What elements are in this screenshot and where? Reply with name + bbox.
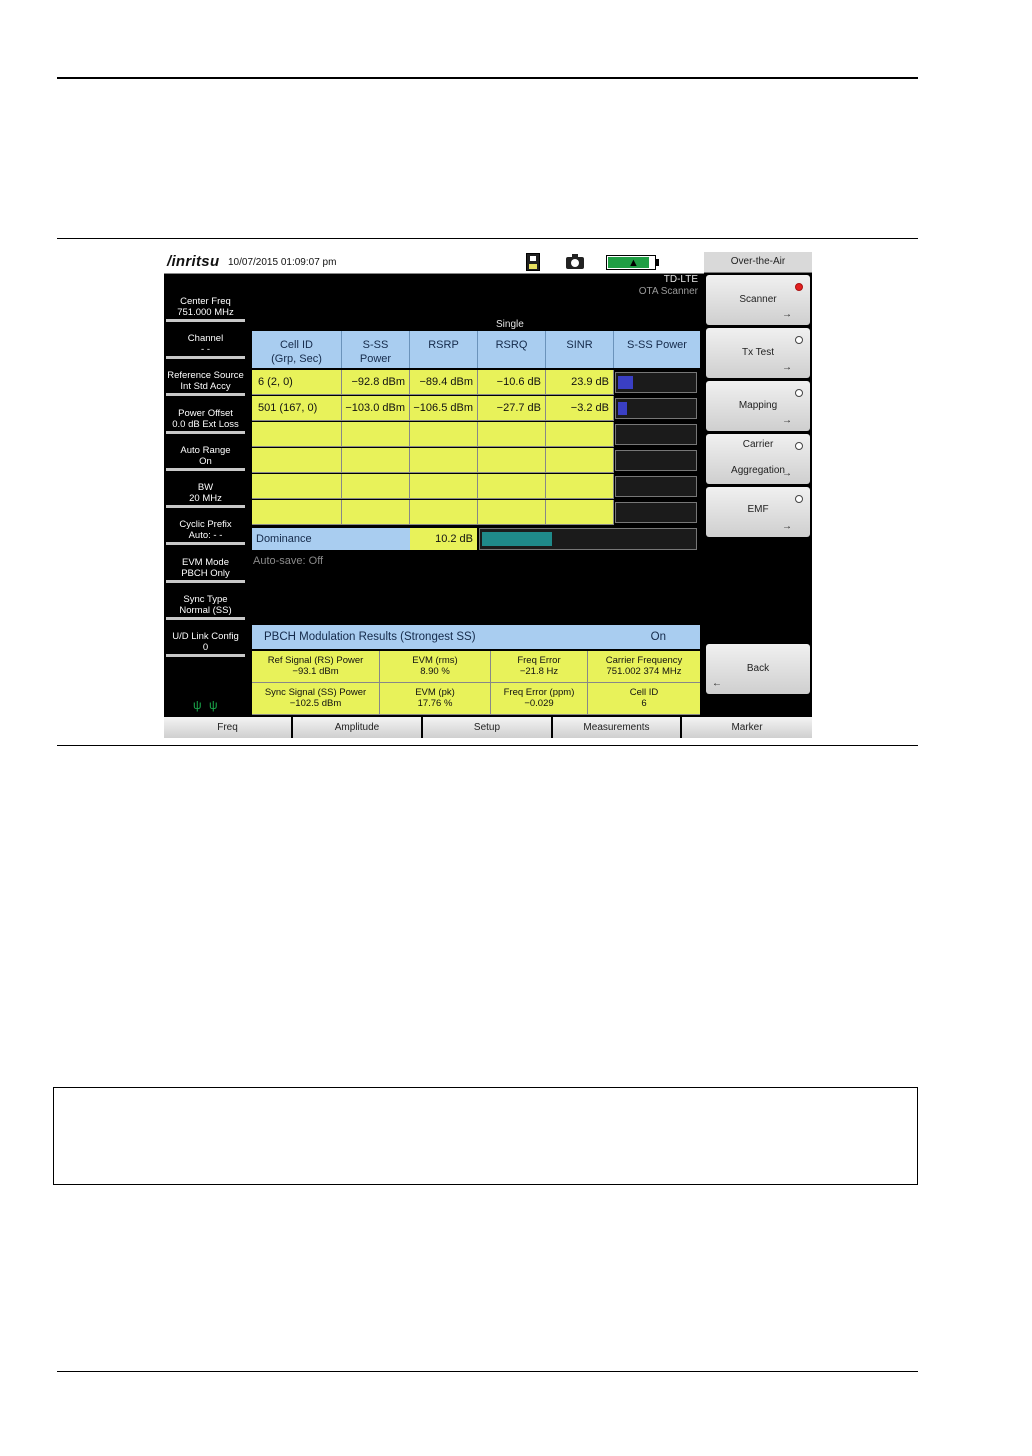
table-cell-empty-sss-power bbox=[342, 500, 410, 525]
param-evm-mode[interactable] bbox=[166, 557, 245, 583]
pbch-value: 751.002 374 MHz bbox=[606, 666, 682, 677]
header-line: Power bbox=[359, 353, 392, 365]
button-label: Scanner bbox=[739, 294, 777, 305]
table-cell-sinr: −3.2 dB bbox=[546, 396, 614, 421]
pbch-label: EVM (pk) bbox=[415, 687, 455, 698]
radio-icon bbox=[795, 442, 803, 450]
param-value: On bbox=[199, 456, 212, 467]
autosave-status: Auto-save: Off bbox=[253, 555, 324, 567]
table-cell-empty-sinr bbox=[546, 500, 614, 525]
table-cell-empty-rsrp bbox=[410, 500, 478, 525]
pbch-value: −0.029 bbox=[524, 698, 554, 709]
radio-icon bbox=[795, 495, 803, 503]
button-label: Tx Test bbox=[741, 347, 775, 358]
param-label: U/D Link Config bbox=[172, 631, 239, 642]
table-cell-cell-id: 501 (167, 0) bbox=[252, 396, 342, 421]
table-cell-sinr: 23.9 dB bbox=[546, 370, 614, 395]
pbch-value: 17.76 % bbox=[417, 698, 453, 709]
sss-power-bar-empty bbox=[615, 450, 697, 471]
pbch-value: 8.90 % bbox=[420, 666, 450, 677]
table-cell-empty-rsrp bbox=[410, 448, 478, 473]
param-value: 0 bbox=[202, 642, 209, 653]
save-icon[interactable] bbox=[526, 253, 540, 271]
radio-icon bbox=[795, 336, 803, 344]
header-line: SINR bbox=[566, 339, 593, 351]
arrow-right-icon: → bbox=[782, 309, 792, 320]
sss-power-bar-empty bbox=[615, 424, 697, 445]
page-footer-rule bbox=[57, 1371, 918, 1372]
param-value: 751.000 MHz bbox=[177, 307, 234, 318]
pbch-state: On bbox=[650, 631, 666, 643]
tab-setup[interactable]: Setup bbox=[423, 717, 553, 738]
instrument-screen bbox=[164, 252, 812, 738]
param-value: 0.0 dB Ext Loss bbox=[172, 419, 239, 430]
table-cell-empty-sss-power bbox=[342, 448, 410, 473]
pbch-label: Freq Error bbox=[517, 655, 561, 666]
table-cell-sss-power: −103.0 dBm bbox=[342, 396, 410, 421]
pbch-evm-pk bbox=[380, 683, 491, 715]
pbch-value: −102.5 dBm bbox=[289, 698, 342, 709]
arrow-right-icon: → bbox=[782, 521, 792, 532]
figure-top-rule bbox=[57, 238, 918, 239]
sweep-mode-label: Single bbox=[496, 319, 524, 330]
dominance-label: Dominance bbox=[252, 528, 410, 550]
tx-test-button[interactable] bbox=[706, 328, 810, 378]
param-label: Channel bbox=[187, 333, 224, 344]
param-value: - - bbox=[201, 344, 210, 355]
pbch-label: EVM (rms) bbox=[412, 655, 458, 666]
param-label: Sync Type bbox=[183, 594, 228, 605]
table-cell-rsrq: −10.6 dB bbox=[478, 370, 546, 395]
tab-measurements[interactable]: Measurements bbox=[553, 717, 682, 738]
pbch-value: −93.1 dBm bbox=[292, 666, 339, 677]
param-value: 20 MHz bbox=[189, 493, 222, 504]
tech-label bbox=[634, 274, 698, 298]
status-bar bbox=[164, 252, 704, 274]
radio-icon bbox=[795, 389, 803, 397]
scanner-button[interactable] bbox=[706, 275, 810, 325]
pbch-freq-error-ppm bbox=[491, 683, 588, 715]
param-value: Int Std Accy bbox=[180, 381, 231, 392]
back-button[interactable] bbox=[706, 644, 810, 694]
param-cyclic-prefix[interactable] bbox=[166, 519, 245, 545]
table-cell-sss-power: −92.8 dBm bbox=[342, 370, 410, 395]
button-label: Back bbox=[746, 663, 770, 674]
button-label: EMF bbox=[747, 504, 769, 515]
pbch-freq-error bbox=[491, 651, 588, 683]
arrow-left-icon: ← bbox=[712, 678, 722, 689]
table-cell-empty-rsrq bbox=[478, 474, 546, 499]
arrow-right-icon: → bbox=[782, 415, 792, 426]
header-line: RSRP bbox=[428, 339, 459, 351]
pbch-evm-rms bbox=[380, 651, 491, 683]
table-cell-rsrp: −89.4 dBm bbox=[410, 370, 478, 395]
param-value: Auto: - - bbox=[188, 530, 223, 541]
sss-power-bar bbox=[615, 398, 697, 419]
param-reference-source[interactable] bbox=[166, 370, 245, 396]
note-box bbox=[53, 1087, 918, 1185]
table-cell-empty-sinr bbox=[546, 422, 614, 447]
col-header-sss-power bbox=[342, 331, 410, 368]
antenna-icon: ψ bbox=[209, 698, 218, 712]
header-line: S-SS Power bbox=[627, 339, 687, 351]
table-cell-empty-rsrq bbox=[478, 500, 546, 525]
radio-selected-icon bbox=[795, 283, 803, 291]
table-cell-empty-cell-id bbox=[252, 474, 342, 499]
param-center-freq[interactable] bbox=[166, 296, 245, 322]
button-label: Mapping bbox=[738, 400, 778, 411]
col-header-sss-power-bar bbox=[614, 331, 700, 368]
param-label: BW bbox=[197, 482, 214, 493]
tab-freq[interactable]: Freq bbox=[164, 717, 293, 738]
col-header-rsrp bbox=[410, 331, 478, 368]
datetime: 10/07/2015 01:09:07 pm bbox=[228, 257, 337, 268]
table-cell-empty-rsrp bbox=[410, 474, 478, 499]
camera-icon[interactable] bbox=[566, 257, 584, 269]
pbch-rs-power bbox=[252, 651, 380, 683]
table-cell-empty-cell-id bbox=[252, 500, 342, 525]
pbch-carrier-frequency bbox=[588, 651, 700, 683]
table-cell-empty-cell-id bbox=[252, 422, 342, 447]
sss-power-bar bbox=[615, 372, 697, 393]
sss-power-bar-empty bbox=[615, 502, 697, 523]
table-cell-rsrq: −27.7 dB bbox=[478, 396, 546, 421]
table-cell-empty-rsrp bbox=[410, 422, 478, 447]
param-power-offset[interactable] bbox=[166, 408, 245, 434]
pbch-cell-id bbox=[588, 683, 700, 715]
pbch-ss-power bbox=[252, 683, 380, 715]
param-channel[interactable] bbox=[166, 333, 245, 359]
pbch-title: PBCH Modulation Results (Strongest SS) bbox=[264, 631, 476, 643]
table-cell-empty-cell-id bbox=[252, 448, 342, 473]
header-line: S-SS bbox=[362, 339, 389, 351]
brand-logo: /inritsu bbox=[167, 253, 220, 270]
menu-title: Over-the-Air bbox=[704, 252, 812, 273]
col-header-rsrq bbox=[478, 331, 546, 368]
table-cell-empty-sss-power bbox=[342, 474, 410, 499]
dominance-value: 10.2 dB bbox=[410, 528, 477, 550]
param-value: PBCH Only bbox=[181, 568, 230, 579]
pbch-label: Carrier Frequency bbox=[605, 655, 683, 666]
tab-marker[interactable]: Marker bbox=[682, 717, 812, 738]
emf-button[interactable] bbox=[706, 487, 810, 537]
arrow-right-icon: → bbox=[782, 468, 792, 479]
param-label: Power Offset bbox=[178, 408, 233, 419]
col-header-cell-id bbox=[252, 331, 342, 368]
pbch-label: Sync Signal (SS) Power bbox=[264, 687, 367, 698]
sss-power-bar-empty bbox=[615, 476, 697, 497]
col-header-sinr bbox=[546, 331, 614, 368]
standard-label: TD-LTE bbox=[663, 274, 698, 285]
param-ud-link-config[interactable] bbox=[166, 631, 245, 657]
table-cell-cell-id: 6 (2, 0) bbox=[252, 370, 342, 395]
header-line: Cell ID bbox=[279, 339, 313, 351]
carrier-aggregation-button[interactable] bbox=[706, 434, 810, 484]
table-cell-empty-sss-power bbox=[342, 422, 410, 447]
antenna-icon: ψ bbox=[193, 698, 202, 712]
battery-icon: ▲ bbox=[606, 255, 656, 270]
param-auto-range[interactable] bbox=[166, 445, 245, 471]
header-line: (Grp, Sec) bbox=[271, 353, 322, 365]
pbch-value: −21.8 Hz bbox=[519, 666, 559, 677]
param-label: Reference Source bbox=[167, 370, 244, 381]
param-label: Center Freq bbox=[180, 296, 231, 307]
table-cell-empty-sinr bbox=[546, 474, 614, 499]
mapping-button[interactable] bbox=[706, 381, 810, 431]
button-label: Carrier bbox=[742, 439, 774, 450]
pbch-label: Ref Signal (RS) Power bbox=[267, 655, 364, 666]
param-label: Cyclic Prefix bbox=[179, 519, 232, 530]
battery-tip bbox=[656, 259, 659, 266]
table-cell-empty-rsrq bbox=[478, 448, 546, 473]
param-value: Normal (SS) bbox=[179, 605, 232, 616]
param-label: Auto Range bbox=[180, 445, 231, 456]
table-cell-rsrp: −106.5 dBm bbox=[410, 396, 478, 421]
header-line: RSRQ bbox=[495, 339, 528, 351]
pbch-results-header bbox=[252, 625, 700, 649]
param-label: EVM Mode bbox=[182, 557, 229, 568]
param-sync-type[interactable] bbox=[166, 594, 245, 620]
figure-bottom-rule bbox=[57, 745, 918, 746]
pbch-label: Freq Error (ppm) bbox=[503, 687, 575, 698]
table-cell-empty-sinr bbox=[546, 448, 614, 473]
pbch-label: Cell ID bbox=[629, 687, 659, 698]
param-bw[interactable] bbox=[166, 482, 245, 508]
dominance-bar bbox=[479, 528, 697, 550]
mode-label: OTA Scanner bbox=[638, 286, 698, 297]
page-header-rule bbox=[57, 77, 918, 79]
tab-amplitude[interactable]: Amplitude bbox=[293, 717, 423, 738]
table-cell-empty-rsrq bbox=[478, 422, 546, 447]
arrow-right-icon: → bbox=[782, 362, 792, 373]
button-label: Aggregation bbox=[731, 465, 785, 476]
pbch-value: 6 bbox=[641, 698, 647, 709]
left-parameter-panel bbox=[164, 274, 249, 716]
